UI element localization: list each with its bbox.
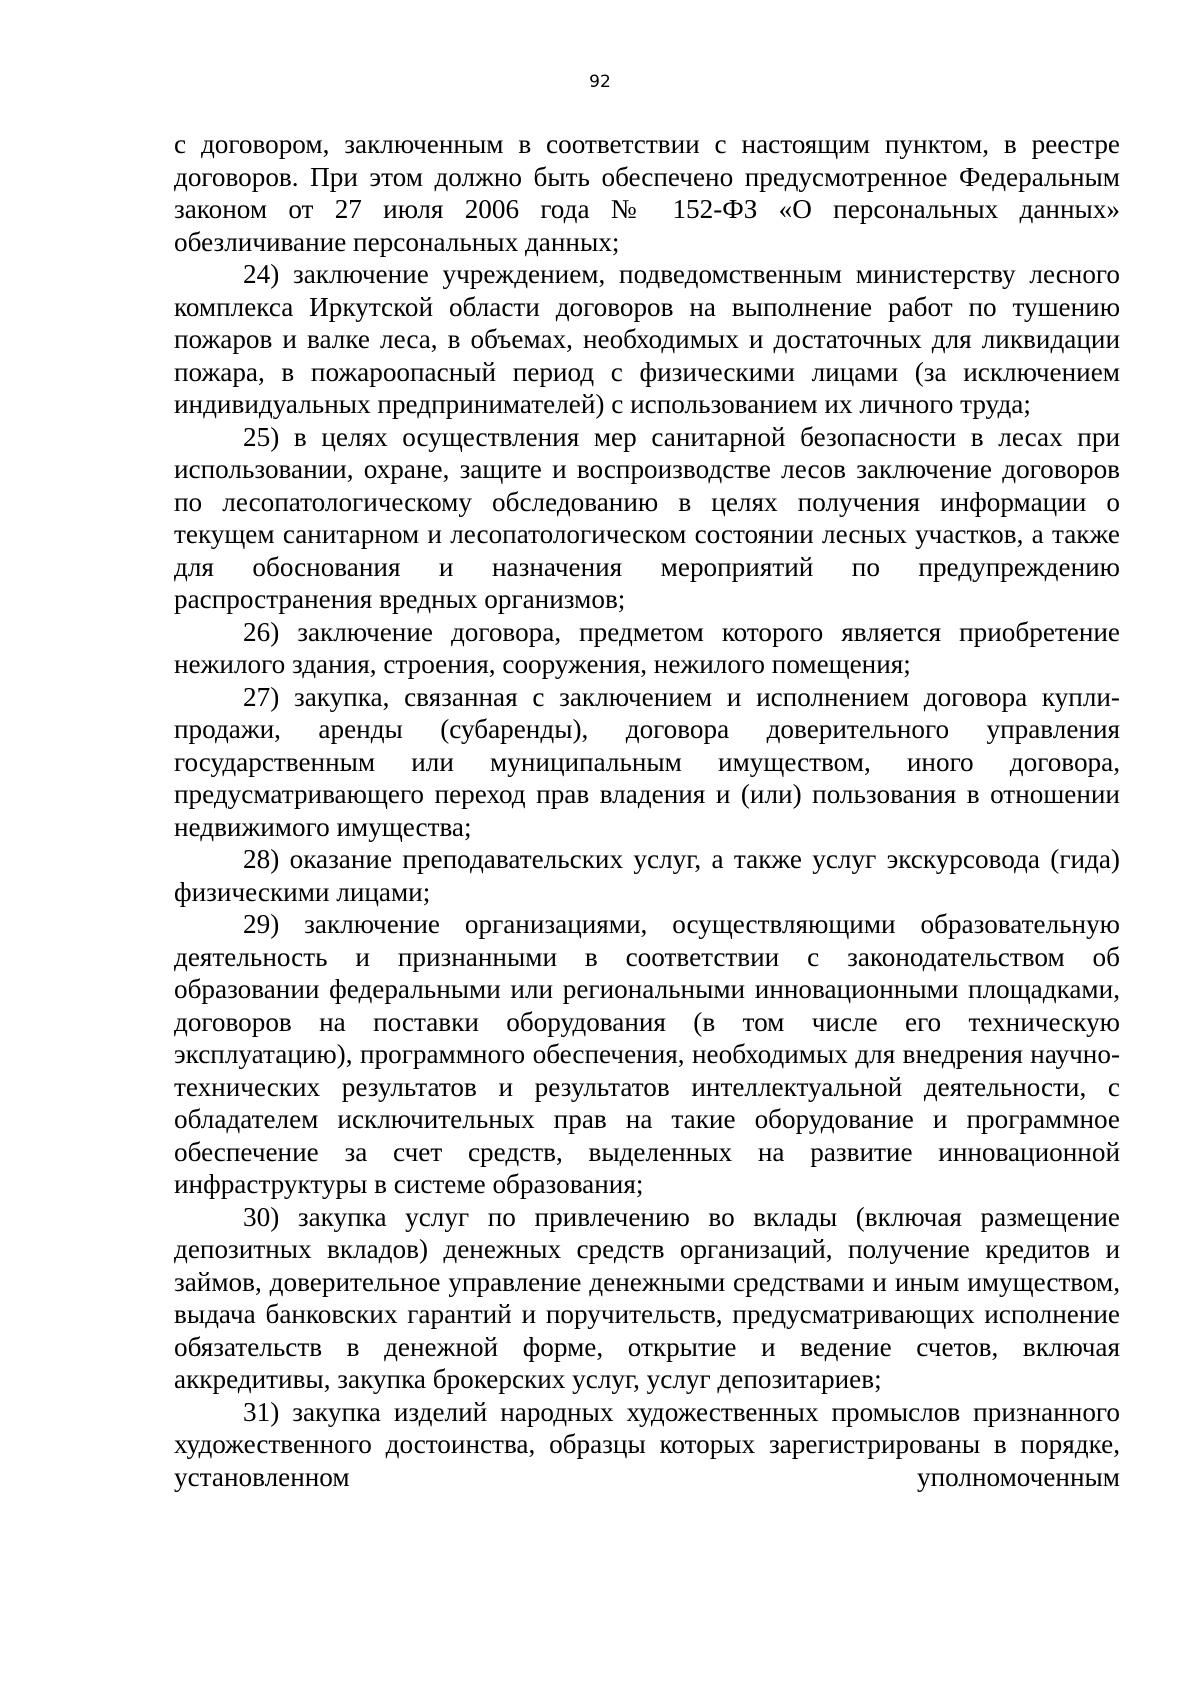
paragraph-item-28: 28) оказание преподавательских услуг, а также услуг экскурсовода (гида) физическими лицами; <box>174 844 1120 907</box>
paragraph-item-25: 25) в целях осуществления мер санитарной безопасности в лесах при использовании, охране, защите и воспроизводстве лесов заключение договоров по лесопатологическому обследованию в целях получения информации о текущем санитарном и лесопатологическом состоянии лесных участков, а также для обоснования и назначения мероприятий по предупреждению распространения вредных организмов; <box>174 421 1120 614</box>
document-body <box>174 128 1120 1493</box>
paragraph-item-30: 30) закупка услуг по привлечению во вклады (включая размещение депозитных вкладов) денежных средств организаций, получение кредитов и займов, доверительное управление денежными средствами и иным имуществом, выдача банковских гарантий и поручительств, предусматривающих исполнение обязательств в денежной форме, открытие и ведение счетов, включая аккредитивы, закупка брокерских услуг, услуг депозитариев; <box>174 1201 1120 1394</box>
paragraph-continuation: с договором, заключенным в соответствии с настоящим пунктом, в реестре договоров. При этом должно быть обеспечено предусмотренное Федеральным законом от 27 июля 2006 года № 152-ФЗ «О персональных данных» обезличивание персональных данных; <box>174 129 1120 257</box>
paragraph-item-26: 26) заключение договора, предметом которого является приобретение нежилого здания, строения, сооружения, нежилого помещения; <box>174 616 1120 679</box>
paragraph-item-31: 31) закупка изделий народных художественных промыслов признанного художественного достоинства, образцы которых зарегистрированы в порядке, установленном уполномоченным <box>174 1396 1120 1492</box>
paragraph-item-29: 29) заключение организациями, осуществляющими образовательную деятельность и признанными в соответствии с законодательством об образовании федеральными или региональными инновационными площадками, договоров на поставки оборудования (в том числе его техническую эксплуатацию), программного обеспечения, необходимых для внедрения научно-технических результатов и результатов интеллектуальной деятельности, с обладателем исключительных прав на такие оборудование и программное обеспечение за счет средств, выделенных на развитие инновационной инфраструктуры в системе образования; <box>174 909 1120 1199</box>
paragraph-item-24: 24) заключение учреждением, подведомственным министерству лесного комплекса Иркутской области договоров на выполнение работ по тушению пожаров и валке леса, в объемах, необходимых и достаточных для ликвидации пожара, в пожароопасный период с физическими лицами (за исключением индивидуальных предпринимателей) с использованием их личного труда; <box>174 259 1120 419</box>
page-number: 92 <box>589 72 611 92</box>
paragraph-item-27: 27) закупка, связанная с заключением и исполнением договора купли-продажи, аренды (субаренды), договора доверительного управления государственным или муниципальным имуществом, иного договора, предусматривающего переход прав владения и (или) пользования в отношении недвижимого имущества; <box>174 681 1120 842</box>
